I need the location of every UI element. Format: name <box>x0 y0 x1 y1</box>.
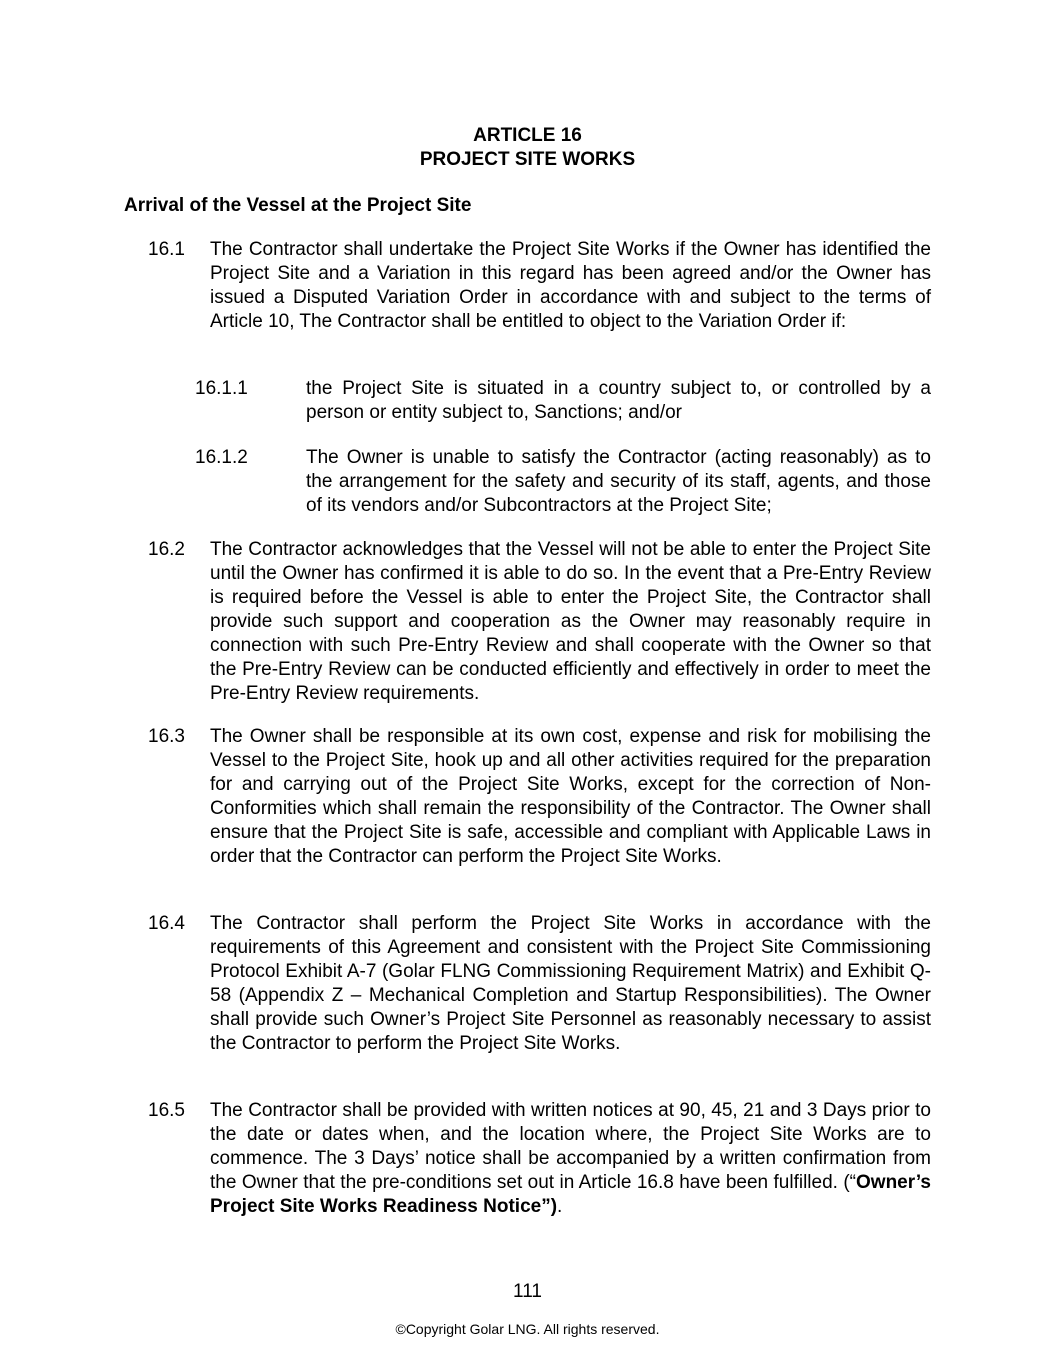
subclause-number: 16.1.1 <box>195 378 248 399</box>
subclause-text: The Owner is unable to satisfy the Contractor (acting reasonably) as to the arrangement for the safety and security of its staff, agents, and those of its vendors and/or Subcontractors at the Project Site; <box>306 447 931 516</box>
clause-text: The Contractor shall undertake the Project Site Works if the Owner has identified the Project Site and a Variation in this regard has been agreed and/or the Owner has issued a Disputed Variation Order in accordance with and subject to the terms of Article 10, The Contractor shall be entitled to object to the Variation Order if: <box>210 239 931 332</box>
clause-number: 16.1 <box>148 239 185 260</box>
clause-text: The Contractor acknowledges that the Vessel will not be able to enter the Project Site until the Owner has confirmed it is able to do so. In the event that a Pre-Entry Review is required before the Vessel is able to enter the Project Site, the Contractor shall provide such support and cooperation as the Owner may reasonably require in connection with such Pre-Entry Review and shall cooperate with the Owner so that the Pre-Entry Review can be conducted efficiently and effectively in order to meet the Pre-Entry Review requirements. <box>210 539 931 704</box>
clause-text: The Owner shall be responsible at its own cost, expense and risk for mobilising the Vessel to the Project Site, hook up and all other activities required for the preparation for and carrying out of the Project Site Works, except for the correction of Non-Conformities which shall remain the responsibility of the Contractor. The Owner shall ensure that the Project Site is safe, accessible and compliant with Applicable Laws in order that the Contractor can perform the Project Site Works. <box>210 726 931 867</box>
defined-term-close: ”) <box>541 1196 558 1217</box>
defined-term: Owner’s Project Site Works Readiness Notice <box>210 1172 931 1217</box>
article-number: ARTICLE 16 <box>473 125 582 146</box>
clause-text: The Contractor shall perform the Project Site Works in accordance with the requirements of this Agreement and consistent with the Project Site Commissioning Protocol Exhibit A-7 (Golar FLNG Commissioning Requirement Matrix) and Exhibit Q-58 (Appendix Z – Mechanical Completion and Startup Responsibilities). The Owner shall provide such Owner’s Project Site Personnel as reasonably necessary to assist the Contractor to perform the Project Site Works. <box>210 913 931 1054</box>
copyright-notice: ©Copyright Golar LNG. All rights reserved. <box>395 1321 660 1337</box>
clause-number: 16.2 <box>148 539 185 560</box>
article-title: PROJECT SITE WORKS <box>419 149 636 170</box>
subclause-number: 16.1.2 <box>195 447 248 468</box>
clause-text <box>210 1099 931 1219</box>
clause-text-body: The Contractor shall be provided with written notices at 90, 45, 21 and 3 Days prior to the date or dates when, and the location where, the Project Site Works are to commence. The 3 Days’ notice shall be accompanied by a written confirmation from the Owner that the pre-conditions set out in Article 16.8 have been fulfilled. (“ <box>210 1100 931 1193</box>
page-number: 111 <box>513 1281 542 1302</box>
subclause-text: the Project Site is situated in a country subject to, or controlled by a person or entity subject to, Sanctions; and/or <box>306 378 931 423</box>
clause-number: 16.4 <box>148 913 185 934</box>
clause-number: 16.3 <box>148 726 185 747</box>
clause-number: 16.5 <box>148 1100 185 1121</box>
clause-text-end: . <box>557 1196 563 1217</box>
section-heading: Arrival of the Vessel at the Project Site <box>124 195 472 216</box>
